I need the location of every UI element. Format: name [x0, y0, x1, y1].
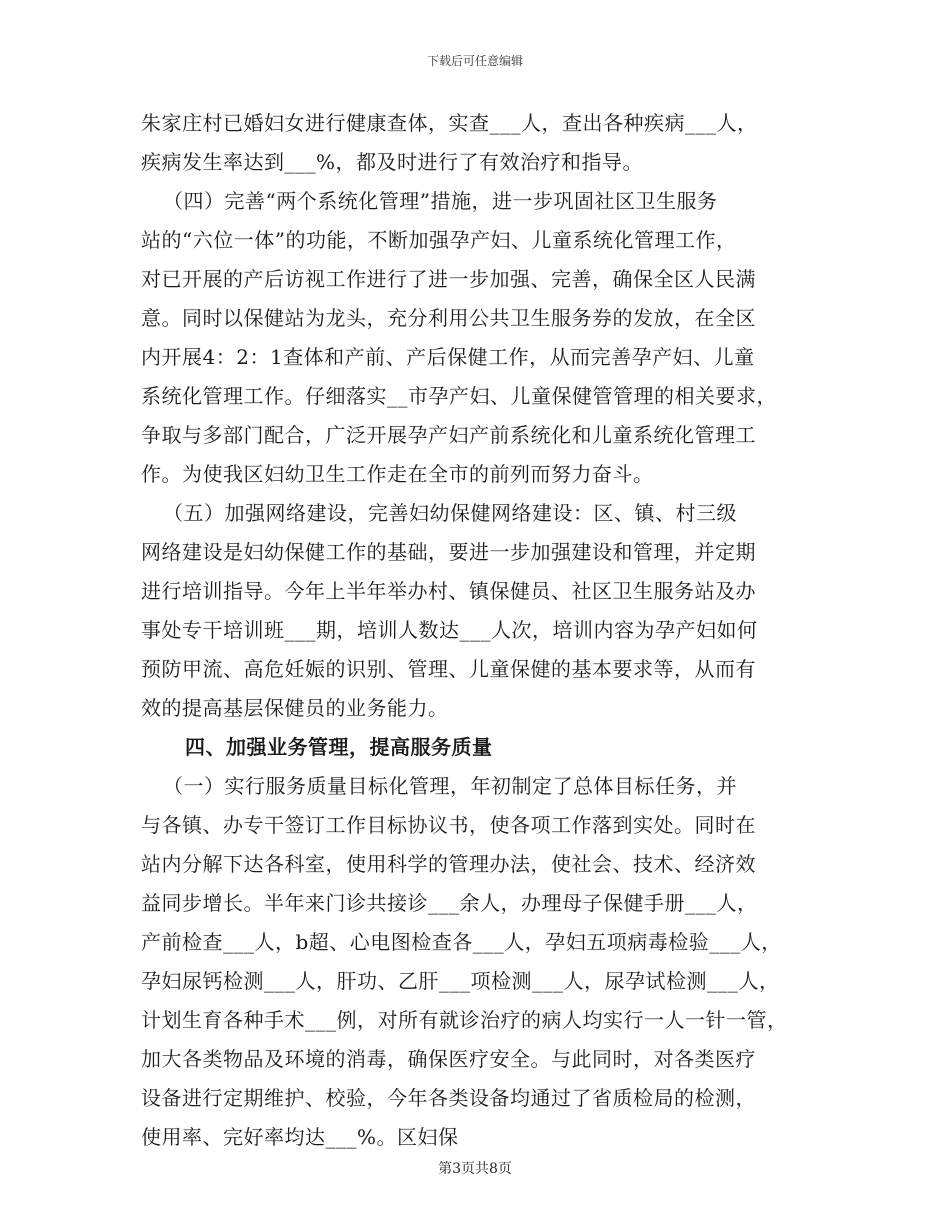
paragraph-line: 对已开展的产后访视工作进行了进一步加强、完善，确保全区人民满 [141, 267, 756, 291]
paragraph-line: 与各镇、办专干签订工作目标协议书，使各项工作落到实处。同时在 [141, 813, 756, 837]
paragraph-line: 疾病发生率达到___%，都及时进行了有效治疗和指导。 [141, 150, 644, 174]
paragraph-line: 系统化管理工作。仔细落实__市孕产妇、儿童保健管管理的相关要求， [141, 384, 777, 408]
paragraph-line: 站的“六位一体”的功能，不断加强孕产妇、儿童系统化管理工作， [141, 228, 737, 252]
paragraph-line: 事处专干培训班___期，培训人数达___人次，培训内容为孕产妇如何 [141, 618, 758, 642]
paragraph-line: 意。同时以保健站为龙头，充分利用公共卫生服务券的发放，在全区 [141, 306, 756, 330]
section-heading: 四、加强业务管理，提高服务质量 [185, 735, 493, 759]
paragraph-line: 产前检查___人，b超、心电图检查各___人，孕妇五项病毒检验___人， [141, 930, 782, 954]
paragraph-line: 站内分解下达各科室，使用科学的管理办法，使社会、技术、经济效 [141, 852, 756, 876]
page-header-note: 下载后可任意编辑 [426, 54, 523, 68]
paragraph-line: 争取与多部门配合，广泛开展孕产妇产前系统化和儿童系统化管理工 [141, 423, 756, 447]
paragraph-line: 设备进行定期维护、校验，今年各类设备均通过了省质检局的检测， [141, 1086, 756, 1110]
paragraph-line: 效的提高基层保健员的业务能力。 [141, 696, 449, 720]
document-body [141, 104, 809, 1157]
paragraph-line: 进行培训指导。今年上半年举办村、镇保健员、社区卫生服务站及办 [141, 579, 756, 603]
paragraph-line: 朱家庄村已婚妇女进行健康查体，实查___人，查出各种疾病___人， [141, 111, 758, 135]
paragraph-line: 使用率、完好率均达___%。区妇保 [141, 1125, 459, 1149]
paragraph-line: 计划生育各种手术___例，对所有就诊治疗的病人均实行一人一针一管， [141, 1008, 788, 1032]
paragraph-line: 孕妇尿钙检测___人，肝功、乙肝___项检测___人，尿孕试检测___人， [141, 969, 780, 993]
page-number-footer: 第3页共8页 [438, 1161, 512, 1177]
paragraph-line: 作。为使我区妇幼卫生工作走在全市的前列而努力奋斗。 [141, 462, 654, 486]
paragraph-line: （五）加强网络建设，完善妇幼保健网络建设：区、镇、村三级 [163, 501, 737, 525]
paragraph-line: 预防甲流、高危妊娠的识别、管理、儿童保健的基本要求等，从而有 [141, 657, 756, 681]
paragraph-line: （一）实行服务质量目标化管理，年初制定了总体目标任务，并 [163, 774, 737, 798]
paragraph-line: （四）完善“两个系统化管理”措施，进一步巩固社区卫生服务 [163, 189, 718, 213]
paragraph-line: 益同步增长。半年来门诊共接诊___余人，办理母子保健手册___人， [141, 891, 758, 915]
paragraph-line: 内开展4：2：1查体和产前、产后保健工作，从而完善孕产妇、儿童 [141, 345, 755, 369]
paragraph-line: 加大各类物品及环境的消毒，确保医疗安全。与此同时，对各类医疗 [141, 1047, 756, 1071]
paragraph-line: 网络建设是妇幼保健工作的基础，要进一步加强建设和管理，并定期 [141, 540, 756, 564]
